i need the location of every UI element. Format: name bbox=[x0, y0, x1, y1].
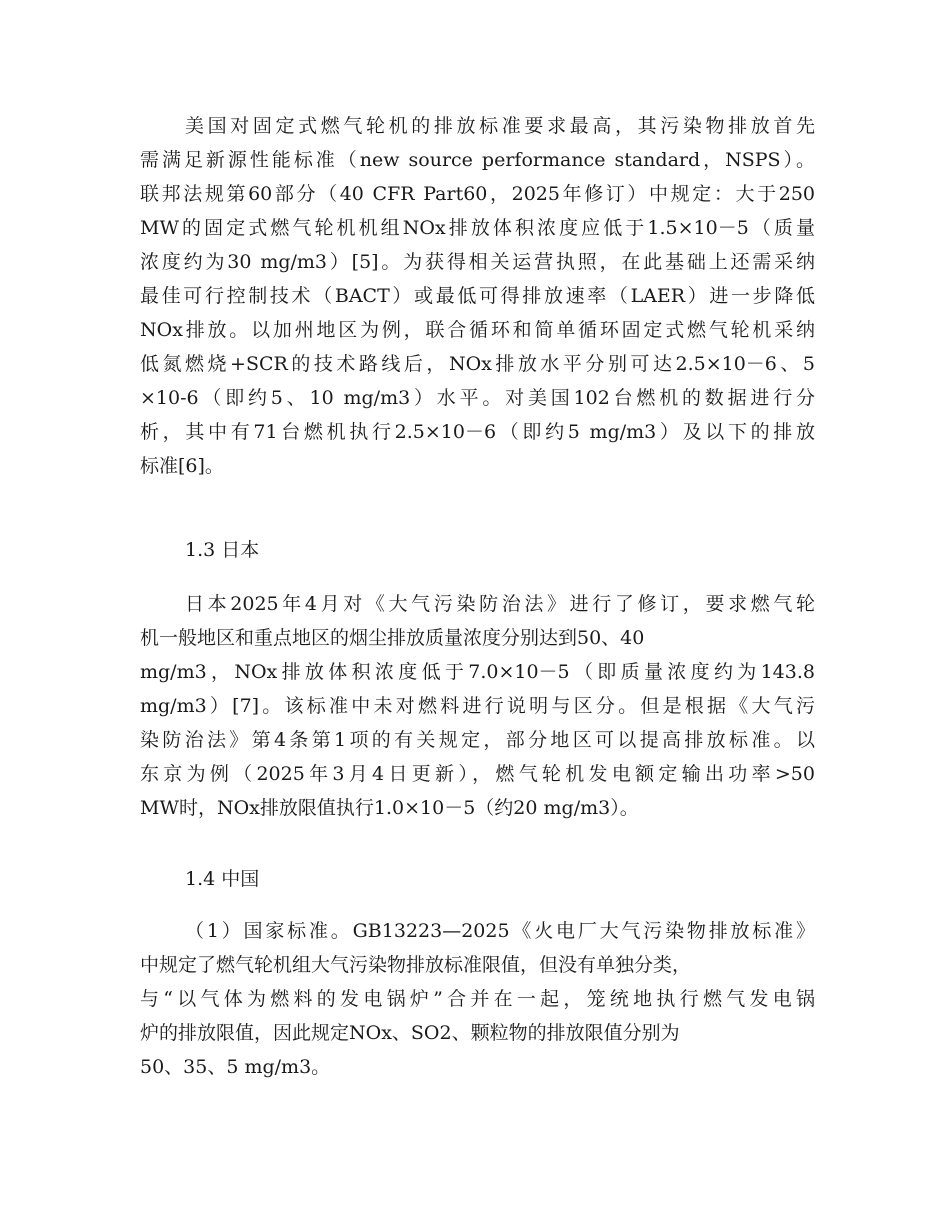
text-line: 低氮燃烧+SCR的技术路线后，NOx排放水平分别可达2.5×10－6、5 bbox=[140, 353, 815, 375]
text-line: 标准[6]。 bbox=[140, 455, 224, 477]
text-line: 中规定了燃气轮机组大气污染物排放标准限值，但没有单独分类， bbox=[140, 954, 692, 976]
text-line: mg/m3，NOx排放体积浓度低于7.0×10－5（即质量浓度约为143.8 bbox=[140, 661, 815, 683]
text-line: 析，其中有71台燃机执行2.5×10－6（即约5 mg/m3）及以下的排放 bbox=[140, 421, 815, 443]
text-line: 炉的排放限值，因此规定NOx、SO2、颗粒物的排放限值分别为 bbox=[140, 1022, 680, 1044]
text-line: 最佳可行控制技术（BACT）或最低可得排放速率（LAER）进一步降低 bbox=[140, 285, 815, 307]
text-line: 需满足新源性能标准（new source performance standard，NSPS）。 bbox=[140, 149, 815, 171]
paragraph-china-standards bbox=[140, 914, 815, 1084]
section-heading-japan: 1.3 日本 bbox=[185, 539, 260, 561]
text-line: （1）国家标准。GB13223—2025《火电厂大气污染物排放标准》 bbox=[185, 920, 815, 942]
text-line: 50、35、5 mg/m3。 bbox=[140, 1056, 331, 1078]
text-line: NOx排放。以加州地区为例，联合循环和简单循环固定式燃气轮机采纳 bbox=[140, 319, 815, 341]
paragraph-japan-standards bbox=[140, 587, 815, 825]
text-line: 联邦法规第60部分（40 CFR Part60，2025年修订）中规定：大于250 bbox=[140, 183, 815, 205]
text-line: 日本2025年4月对《大气污染防治法》进行了修订，要求燃气轮 bbox=[185, 593, 815, 615]
text-line: 机一般地区和重点地区的烟尘排放质量浓度分别达到50、40 bbox=[140, 627, 645, 649]
text-line: 美国对固定式燃气轮机的排放标准要求最高，其污染物排放首先 bbox=[185, 115, 815, 137]
text-line: mg/m3）[7]。该标准中未对燃料进行说明与区分。但是根据《大气污 bbox=[140, 695, 815, 717]
paragraph-us-standards bbox=[140, 109, 815, 483]
text-line: 东京为例（2025年3月4日更新），燃气轮机发电额定输出功率>50 bbox=[140, 763, 815, 785]
text-line: 与“以气体为燃料的发电锅炉”合并在一起，笼统地执行燃气发电锅 bbox=[140, 988, 815, 1010]
text-line: 染防治法》第4条第1项的有关规定，部分地区可以提高排放标准。以 bbox=[140, 729, 815, 751]
text-line: MW时，NOx排放限值执行1.0×10－5（约20 mg/m3）。 bbox=[140, 797, 639, 819]
text-line: 浓度约为30 mg/m3）[5]。为获得相关运营执照，在此基础上还需采纳 bbox=[140, 251, 815, 273]
section-heading-china: 1.4 中国 bbox=[185, 868, 260, 890]
text-line: MW的固定式燃气轮机机组NOx排放体积浓度应低于1.5×10－5（质量 bbox=[140, 217, 815, 239]
text-line: ×10-6（即约5、10 mg/m3）水平。对美国102台燃机的数据进行分 bbox=[140, 387, 815, 409]
